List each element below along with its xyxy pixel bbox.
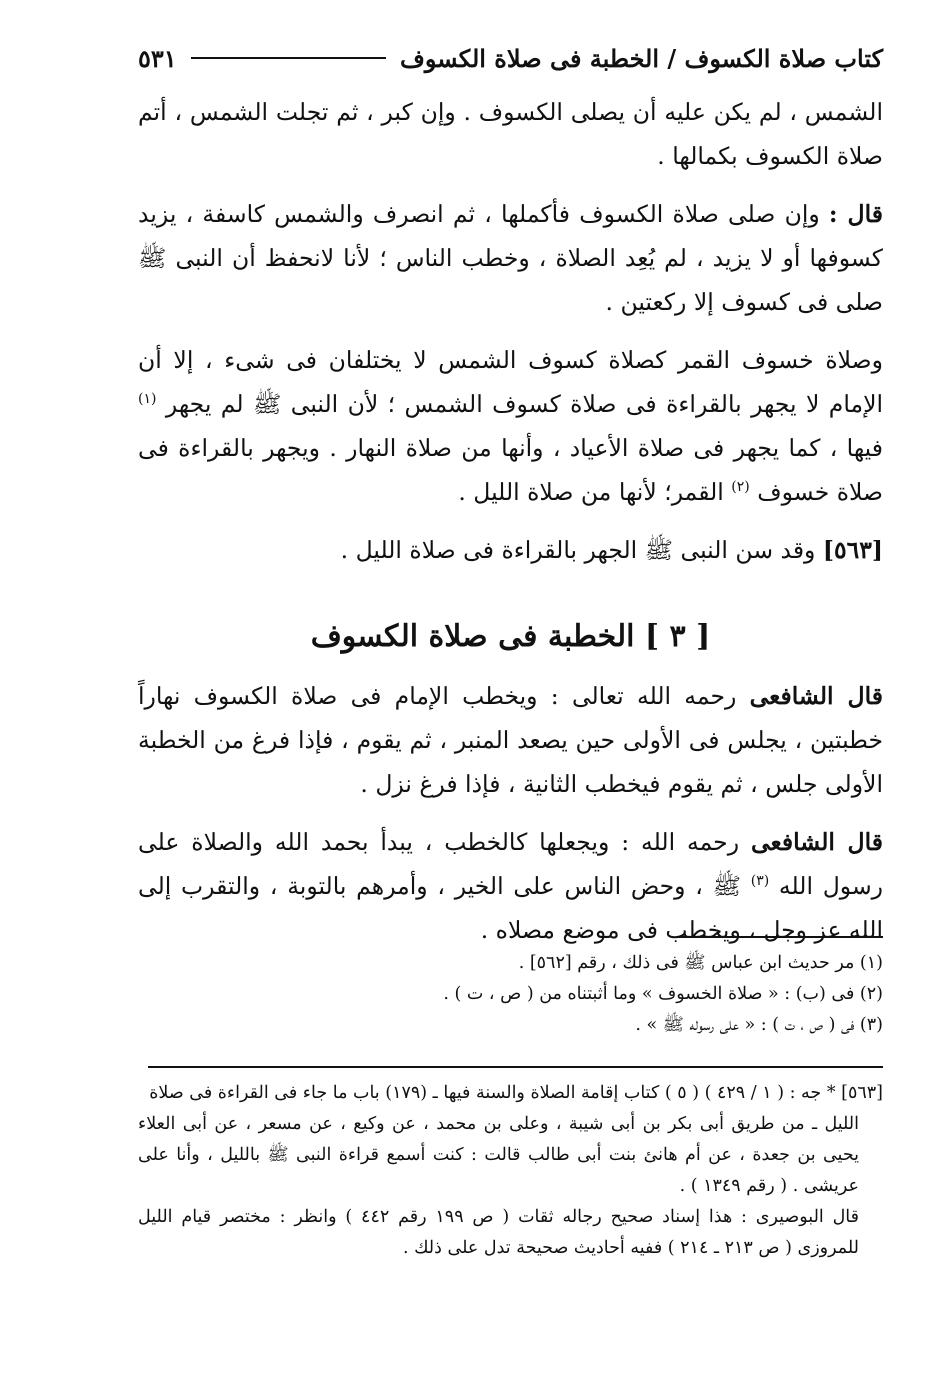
paragraph-2-lead: قال : [828, 200, 883, 228]
page-number: ٥٣١ [138, 43, 177, 73]
main-text [138, 90, 883, 966]
header-rule [191, 57, 386, 59]
footnote-2: (٢) فى (ب) : « صلاة الخسوف » وما أثبتناه من ( ص ، ت ) . [443, 984, 883, 1004]
paragraph-5 [138, 674, 883, 806]
footnotes [138, 948, 883, 1041]
footnote-3: (٣) فى ( ص ، ت ) : « على رسوله ﷺ » . [635, 1015, 883, 1035]
running-header [138, 38, 883, 78]
source-line-2: الليل ـ من طريق أبى بكر بن أبى شيبة ، وعلى بن محمد ، عن وكيع ، عن مسعر ، عن أبى العلاء يحيى بن جعدة ، عن أم هانئ بنت أبى طالب قالت : كنت أسمع قراءة النبى ﷺ بالليل ، وأنا على عريشى . ( رقم ١٣٤٩ ) . [138, 1114, 859, 1196]
paragraph-6-text-a: رحمه الله : ويجعلها كالخطب ، يبدأ بحمد الله والصلاة على رسول الله [138, 828, 883, 900]
paragraph-6 [138, 820, 883, 952]
section-title: [ ٣ ] الخطبة فى صلاة الكسوف [310, 619, 711, 654]
paragraph-4 [138, 528, 883, 572]
source-notes [138, 1078, 883, 1264]
paragraph-2-text: وإن صلى صلاة الكسوف فأكملها ، ثم انصرف والشمس كاسفة ، يزيد كسوفها أو لا يزيد ، لم يُعِد الصلاة ، وخطب الناس ؛ لأنا لانحفظ أن النبى ﷺ صلى فى كسوف إلا ركعتين . [138, 200, 883, 316]
hadith-number: [٥٦٣] [822, 536, 883, 564]
paragraph-4-text: وقد سن النبى ﷺ الجهر بالقراءة فى صلاة الليل . [340, 536, 823, 564]
paragraph-6-text-b: ﷺ ، وحض الناس على الخير ، وأمرهم بالتوبة ، والتقرب إلى الله عز وجل ، ويخطب فى موضع مصلاه . [138, 872, 883, 944]
header-title: كتاب صلاة الكسوف / الخطبة فى صلاة الكسوف [400, 43, 883, 73]
footnote-divider [678, 936, 883, 938]
footnote-ref-3: (٣) [750, 873, 770, 890]
paragraph-3-text-a: وصلاة خسوف القمر كصلاة كسوف الشمس لا يختلفان فى شىء ، إلا أن الإمام لا يجهر بالقراءة فى صلاة كسوف الشمس ؛ لأن النبى ﷺ لم يجهر [138, 346, 883, 418]
paragraph-3 [138, 338, 883, 514]
paragraph-3-text-b: فيها ، كما يجهر فى صلاة الأعياد ، وأنها من صلاة النهار . ويجهر بالقراءة فى صلاة خسوف [138, 434, 883, 506]
paragraph-5-lead: قال الشافعى [749, 682, 883, 710]
source-line-3: قال البوصيرى : هذا إسناد صحيح رجاله ثقات ( ص ١٩٩ رقم ٤٤٢ ) وانظر : مختصر قيام الليل للمروزى ( ص ٢١٣ ـ ٢١٤ ) ففيه أحاديث صحيحة تدل على ذلك . [138, 1207, 860, 1258]
paragraph-5-text: رحمه الله تعالى : ويخطب الإمام فى صلاة الكسوف نهاراً خطبتين ، يجلس فى الأولى حين يصعد المنبر ، ثم يقوم ، فإذا فرغ من الخطبة الأولى جلس ، ثم يقوم فيخطب الثانية ، فإذا فرغ نزل . [138, 682, 883, 798]
sources-divider [148, 1066, 883, 1068]
footnote-ref-2: (٢) [731, 479, 750, 496]
paragraph-1 [138, 90, 883, 178]
paragraph-6-lead: قال الشافعى [750, 828, 883, 856]
footnote-1: (١) مر حديث ابن عباس ﷺ فى ذلك ، رقم [٥٦٢] . [518, 953, 883, 973]
paragraph-2 [138, 192, 883, 324]
paragraph-1-text: الشمس ، لم يكن عليه أن يصلى الكسوف . وإن كبر ، ثم تجلت الشمس ، أتم صلاة الكسوف بكمالها . [138, 98, 883, 170]
footnote-ref-1: (١) [138, 391, 157, 408]
paragraph-3-text-c: القمر؛ لأنها من صلاة الليل . [458, 478, 732, 506]
source-line-1: [٥٦٣] * جه : ( ١ / ٤٢٩ ) ( ٥ ) كتاب إقامة الصلاة والسنة فيها ـ (١٧٩) باب ما جاء فى القراءة فى صلاة [149, 1083, 883, 1103]
